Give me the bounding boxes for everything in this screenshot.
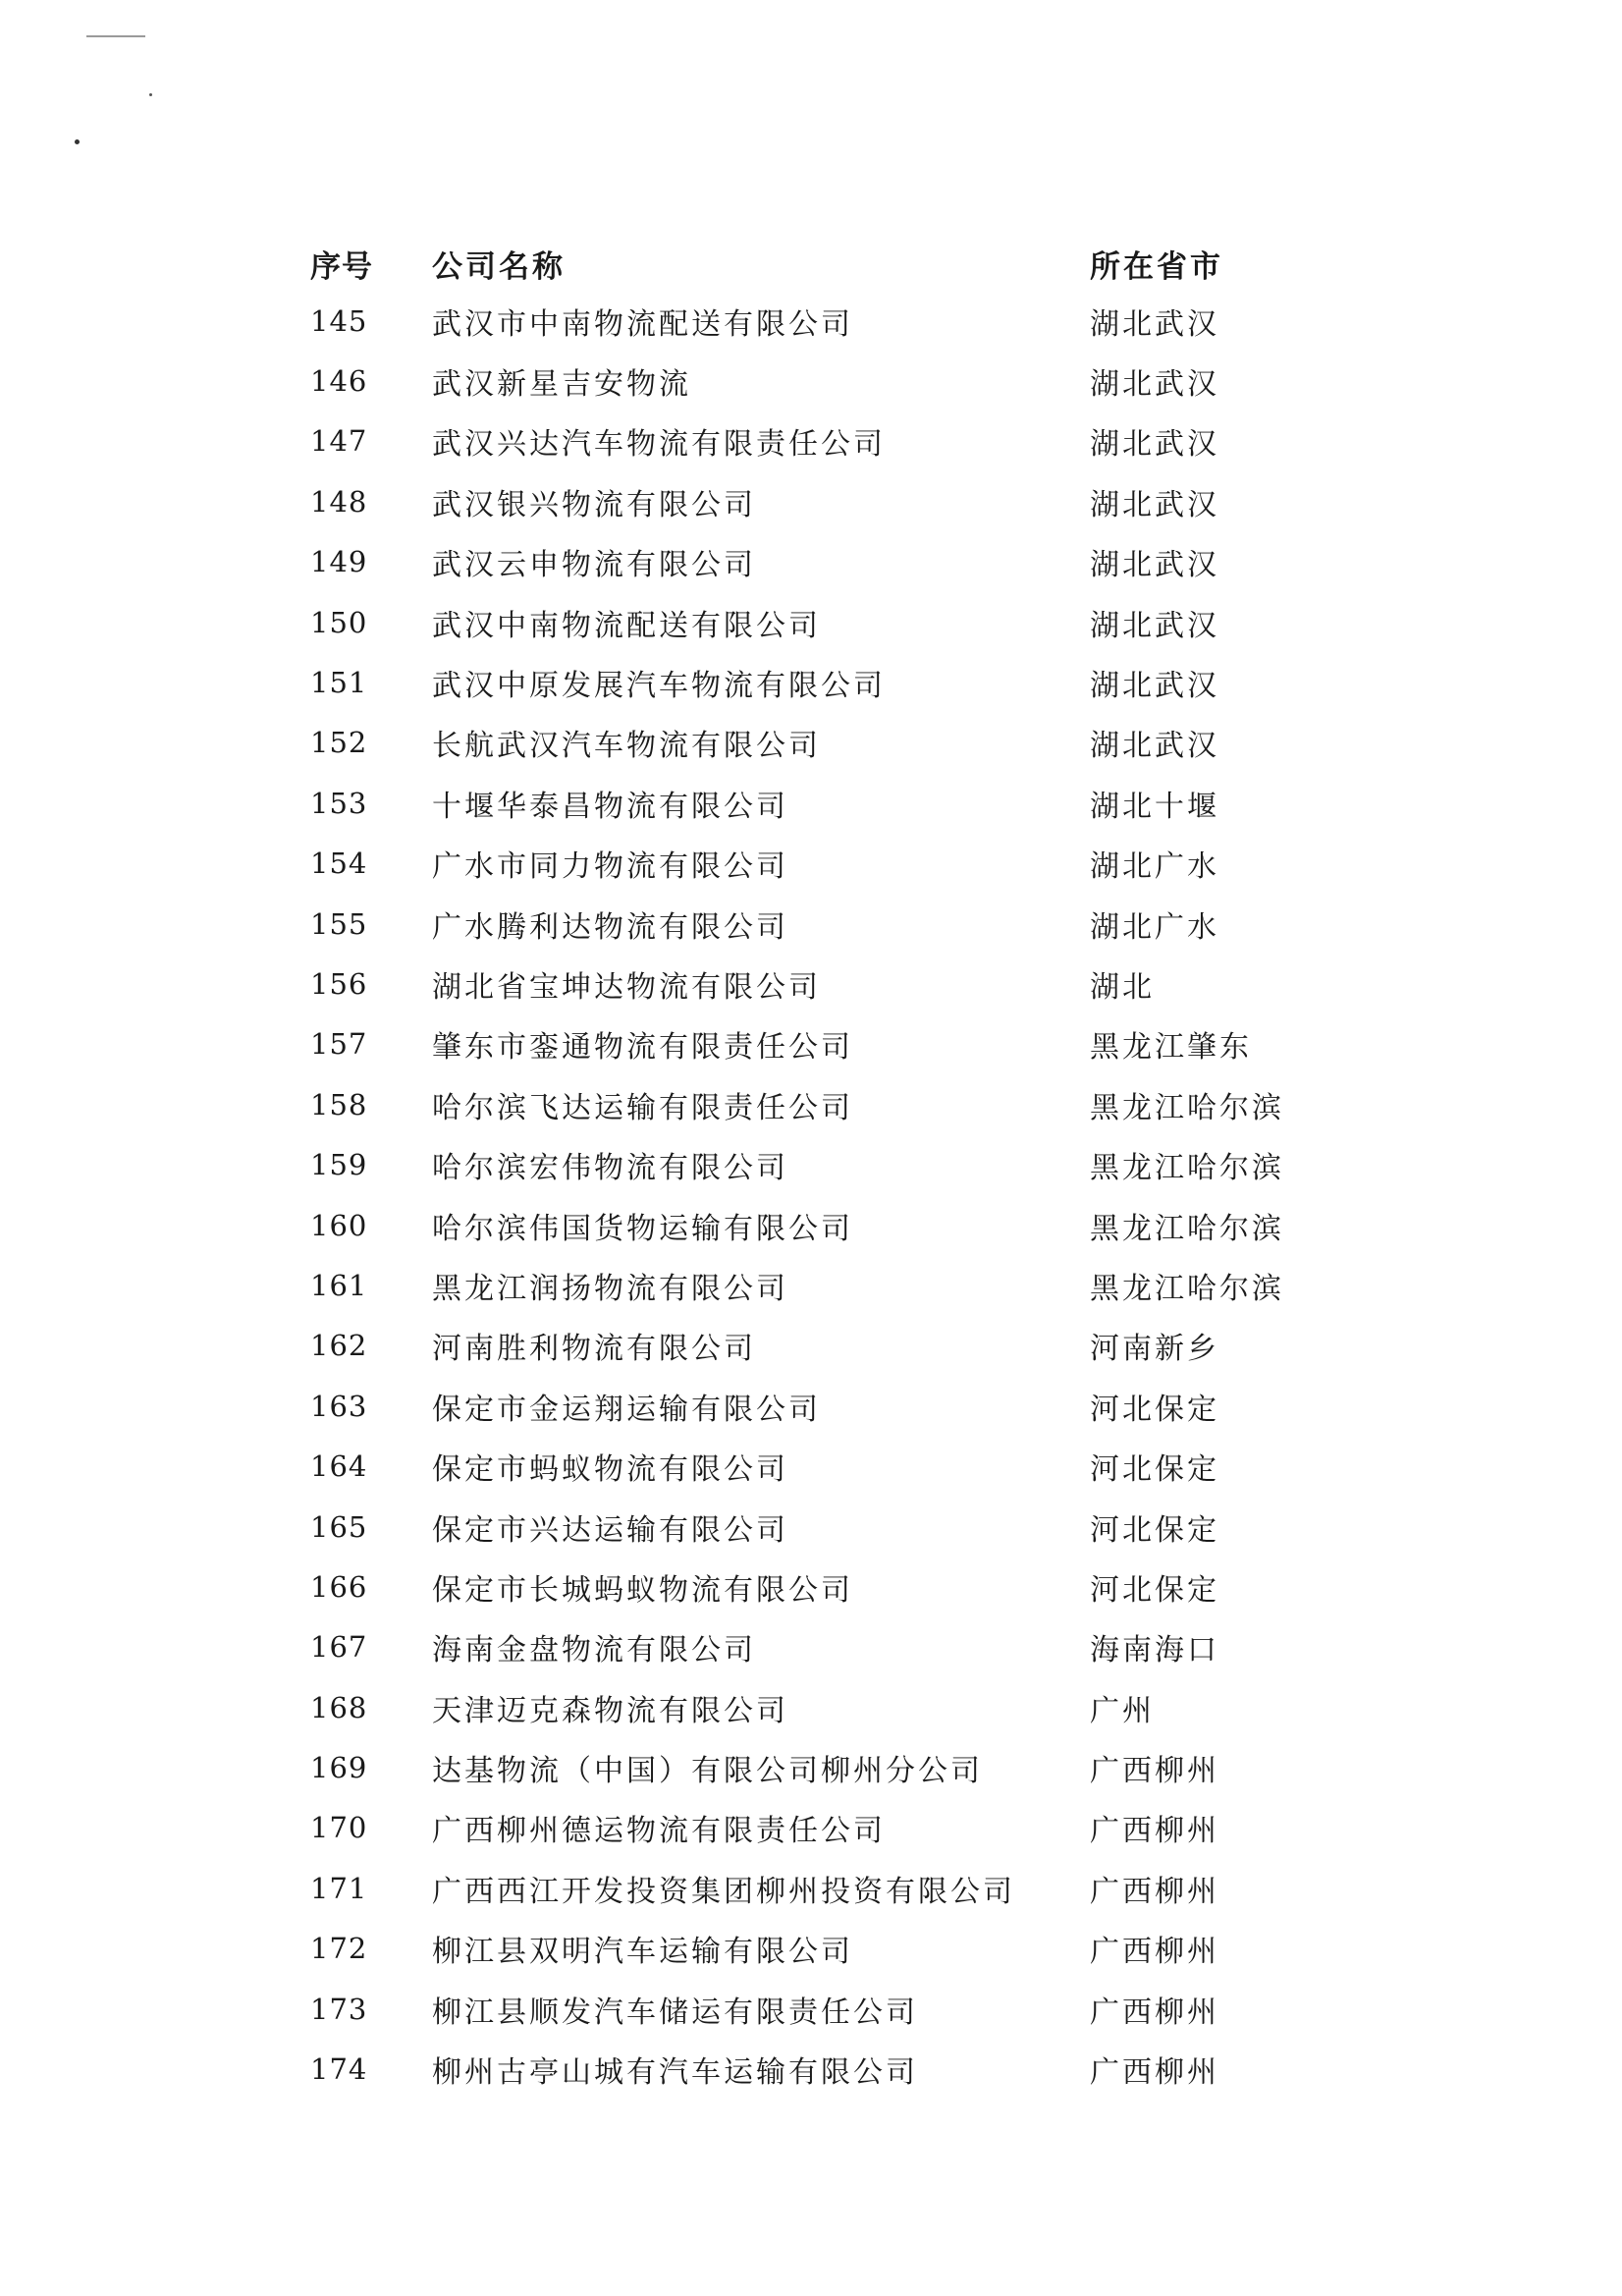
table-row (306, 1014, 1337, 1074)
table-row (306, 773, 1337, 833)
cell-location: 广西柳州 (1090, 2055, 1219, 2091)
cell-location: 湖北武汉 (1090, 729, 1219, 764)
cell-name: 哈尔滨飞达运输有限责任公司 (432, 1090, 853, 1125)
cell-name: 保定市长城蚂蚁物流有限公司 (432, 1572, 853, 1608)
table-row (306, 532, 1337, 592)
cell-no: 172 (310, 1932, 368, 1966)
table-row (306, 1979, 1337, 2039)
cell-name: 柳江县顺发汽车储运有限责任公司 (432, 1995, 918, 2030)
cell-location: 黑龙江哈尔滨 (1090, 1211, 1284, 1246)
table-row (306, 1255, 1337, 1315)
cell-no: 169 (310, 1751, 368, 1785)
cell-name: 保定市蚂蚁物流有限公司 (432, 1452, 788, 1488)
cell-no: 150 (310, 605, 368, 639)
cell-location: 广西柳州 (1090, 1874, 1219, 1909)
cell-no: 170 (310, 1811, 368, 1845)
cell-location: 广西柳州 (1090, 1995, 1219, 2030)
table-row (306, 1316, 1337, 1376)
cell-name: 肇东市銮通物流有限责任公司 (432, 1030, 853, 1066)
cell-no: 156 (310, 966, 368, 1001)
cell-no: 171 (310, 1871, 368, 1905)
table-row (306, 2039, 1337, 2099)
cell-name: 柳州古亭山城有汽车运输有限公司 (432, 2055, 918, 2091)
cell-name: 保定市金运翔运输有限公司 (432, 1392, 821, 1427)
cell-location: 黑龙江肇东 (1090, 1030, 1252, 1066)
cell-location: 广州 (1090, 1693, 1155, 1728)
cell-name: 广水市同力物流有限公司 (432, 849, 788, 885)
cell-location: 海南海口 (1090, 1633, 1219, 1668)
cell-name: 广西柳州德运物流有限责任公司 (432, 1814, 886, 1849)
cell-location: 广西柳州 (1090, 1814, 1219, 1849)
table-row (306, 713, 1337, 773)
cell-name: 广西西江开发投资集团柳州投资有限公司 (432, 1874, 1015, 1909)
table-row (306, 652, 1337, 712)
cell-name: 武汉中原发展汽车物流有限公司 (432, 669, 886, 704)
cell-location: 河北保定 (1090, 1512, 1219, 1548)
header-location: 所在省市 (1090, 248, 1223, 285)
table-row (306, 411, 1337, 471)
cell-location: 湖北广水 (1090, 849, 1219, 885)
table-row (306, 1195, 1337, 1255)
table-row (306, 1134, 1337, 1194)
cell-name: 武汉银兴物流有限公司 (432, 487, 756, 522)
table-row (306, 894, 1337, 954)
cell-name: 黑龙江润扬物流有限公司 (432, 1271, 788, 1306)
cell-location: 河北保定 (1090, 1452, 1219, 1488)
cell-location: 黑龙江哈尔滨 (1090, 1151, 1284, 1186)
company-table (306, 236, 1337, 2100)
cell-location: 湖北武汉 (1090, 548, 1219, 583)
cell-no: 165 (310, 1509, 368, 1544)
scan-artifact-dot (75, 139, 80, 144)
table-row (306, 1737, 1337, 1797)
table-row (306, 1919, 1337, 1979)
cell-location: 湖北武汉 (1090, 487, 1219, 522)
cell-no: 160 (310, 1208, 368, 1242)
header-no: 序号 (310, 248, 373, 285)
cell-no: 145 (310, 303, 368, 338)
cell-no: 153 (310, 786, 368, 820)
table-row (306, 834, 1337, 894)
cell-location: 河北保定 (1090, 1572, 1219, 1608)
cell-name: 海南金盘物流有限公司 (432, 1633, 756, 1668)
cell-location: 湖北十堰 (1090, 789, 1219, 824)
cell-name: 保定市兴达运输有限公司 (432, 1512, 788, 1548)
cell-no: 158 (310, 1087, 368, 1121)
table-row (306, 1798, 1337, 1858)
cell-no: 149 (310, 545, 368, 579)
cell-location: 湖北武汉 (1090, 669, 1219, 704)
cell-name: 广水腾利达物流有限公司 (432, 909, 788, 945)
cell-location: 黑龙江哈尔滨 (1090, 1090, 1284, 1125)
cell-no: 173 (310, 1992, 368, 2026)
table-row (306, 1074, 1337, 1134)
cell-no: 168 (310, 1690, 368, 1724)
table-row (306, 471, 1337, 531)
cell-name: 长航武汉汽车物流有限公司 (432, 729, 821, 764)
cell-name: 十堰华泰昌物流有限公司 (432, 789, 788, 824)
cell-name: 武汉市中南物流配送有限公司 (432, 306, 853, 342)
cell-location: 湖北武汉 (1090, 608, 1219, 643)
cell-no: 166 (310, 1569, 368, 1604)
scan-artifact-dot (149, 93, 152, 96)
cell-location: 湖北武汉 (1090, 306, 1219, 342)
cell-name: 河南胜利物流有限公司 (432, 1332, 756, 1367)
table-row (306, 1858, 1337, 1918)
cell-location: 河北保定 (1090, 1392, 1219, 1427)
cell-no: 147 (310, 424, 368, 459)
cell-location: 湖北广水 (1090, 909, 1219, 945)
cell-no: 157 (310, 1027, 368, 1062)
cell-location: 河南新乡 (1090, 1332, 1219, 1367)
table-row (306, 1376, 1337, 1436)
cell-no: 174 (310, 2052, 368, 2087)
cell-name: 达基物流（中国）有限公司柳州分公司 (432, 1754, 983, 1789)
table-row (306, 351, 1337, 410)
cell-name: 武汉新星吉安物流 (432, 367, 691, 403)
table-row (306, 1436, 1337, 1496)
cell-no: 154 (310, 847, 368, 881)
cell-no: 162 (310, 1329, 368, 1363)
table-header-row (306, 236, 1337, 291)
cell-location: 湖北 (1090, 969, 1155, 1005)
cell-name: 湖北省宝坤达物流有限公司 (432, 969, 821, 1005)
table-row (306, 1497, 1337, 1557)
cell-location: 湖北武汉 (1090, 367, 1219, 403)
cell-no: 146 (310, 364, 368, 399)
cell-no: 159 (310, 1148, 368, 1182)
cell-location: 广西柳州 (1090, 1754, 1219, 1789)
table-row (306, 1557, 1337, 1616)
header-name: 公司名称 (432, 248, 566, 285)
table-row (306, 1617, 1337, 1677)
cell-no: 163 (310, 1389, 368, 1423)
table-row (306, 592, 1337, 652)
cell-no: 152 (310, 726, 368, 760)
cell-no: 161 (310, 1268, 368, 1302)
table-row (306, 291, 1337, 351)
cell-location: 黑龙江哈尔滨 (1090, 1271, 1284, 1306)
cell-name: 武汉中南物流配送有限公司 (432, 608, 821, 643)
scan-artifact-line (86, 35, 145, 37)
cell-name: 天津迈克森物流有限公司 (432, 1693, 788, 1728)
table-row (306, 954, 1337, 1013)
cell-no: 167 (310, 1630, 368, 1665)
cell-location: 广西柳州 (1090, 1935, 1219, 1970)
cell-name: 柳江县双明汽车运输有限公司 (432, 1935, 853, 1970)
cell-no: 148 (310, 484, 368, 519)
cell-no: 151 (310, 666, 368, 700)
cell-location: 湖北武汉 (1090, 427, 1219, 463)
cell-name: 武汉云申物流有限公司 (432, 548, 756, 583)
cell-name: 哈尔滨宏伟物流有限公司 (432, 1151, 788, 1186)
cell-name: 哈尔滨伟国货物运输有限公司 (432, 1211, 853, 1246)
cell-no: 155 (310, 906, 368, 941)
cell-no: 164 (310, 1449, 368, 1484)
cell-name: 武汉兴达汽车物流有限责任公司 (432, 427, 886, 463)
table-row (306, 1677, 1337, 1737)
